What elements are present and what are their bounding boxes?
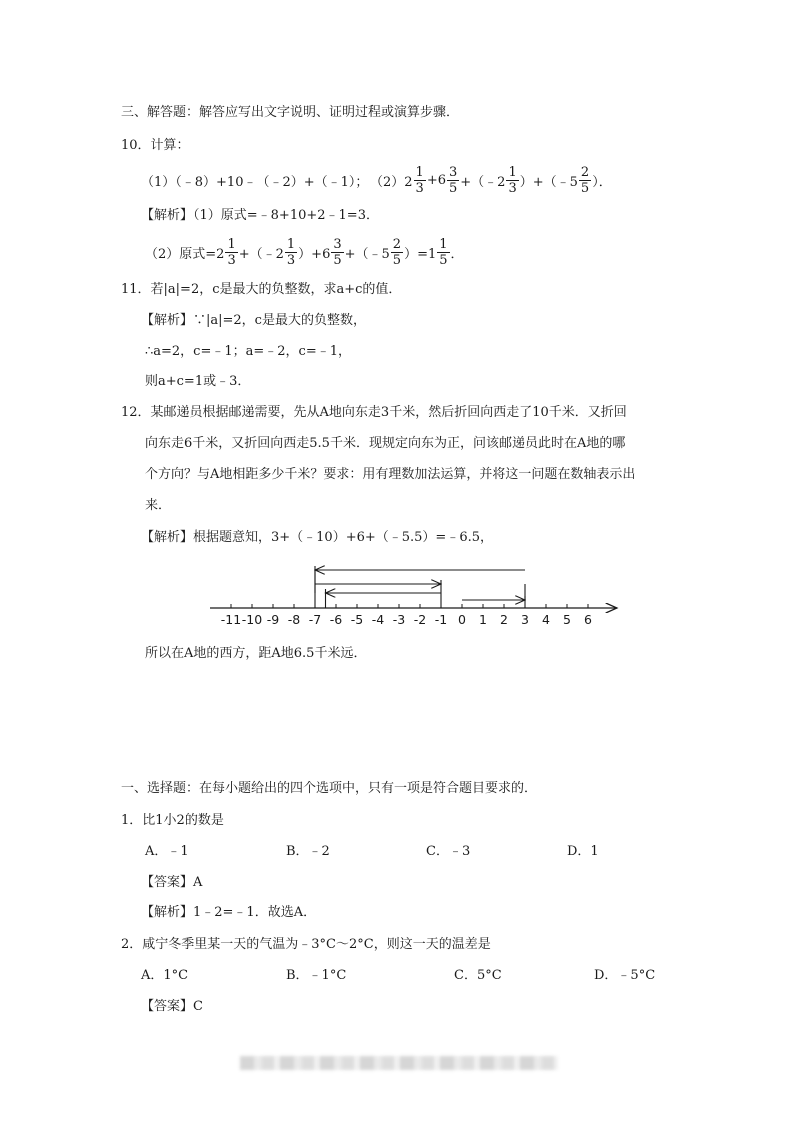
question-12-line-4: 来． <box>145 498 172 513</box>
part1-text: （1）（﹣8）+10﹣（﹣2）+（﹣1）； <box>141 174 369 190</box>
axis-tick-label: -7 <box>308 612 322 627</box>
q2-option-c: C．5°C <box>454 968 502 983</box>
q1-option-c: C．﹣3 <box>426 844 471 859</box>
question-12-line-3: 个方向？与A地相距多少千米？要求：用有理数加法运算，并将这一问题在数轴表示出 <box>145 467 636 482</box>
fraction <box>579 165 591 196</box>
sol2-mid4: ）=1 <box>404 246 437 262</box>
question-12-line-2: 向东走6千米，又折回向西走5.5千米．现规定向东为正，问该邮递员此时在A地的哪 <box>145 436 626 451</box>
question-10-stem: 10．计算： <box>121 138 190 153</box>
axis-tick-label: -6 <box>329 612 343 627</box>
question-10-part2 <box>370 162 612 198</box>
q2-option-b: B．﹣1°C <box>286 968 347 983</box>
q1-option-b: B．﹣2 <box>286 844 330 859</box>
axis-tick-label: 2 <box>500 612 508 627</box>
numerator: 2 <box>392 236 402 252</box>
sol2-mid3: +（﹣5 <box>344 246 390 262</box>
part2-end: ）． <box>592 174 612 190</box>
question-10-solution-2 <box>145 234 464 270</box>
axis-tick-label: -4 <box>371 612 385 627</box>
fraction <box>285 237 297 268</box>
sol2-prefix: （2）原式=2 <box>145 246 225 262</box>
q1-option-d: D．1 <box>567 844 599 859</box>
numerator: 2 <box>580 164 590 180</box>
section-heading-3: 三、解答题：解答应写出文字说明、证明过程或演算步骤． <box>121 105 460 120</box>
question-11-solution-2: ∴a=2，c=﹣1；a=﹣2，c=﹣1， <box>145 344 351 359</box>
axis-tick-label: -10 <box>241 612 263 627</box>
fraction <box>506 165 518 196</box>
question-1-stem: 1．比1小2的数是 <box>121 813 224 828</box>
axis-tick-label: -1 <box>434 612 448 627</box>
section-heading-1: 一、选择题：在每小题给出的四个选项中，只有一项是符合题目要求的． <box>121 781 538 796</box>
denominator: 5 <box>333 252 342 268</box>
denominator: 3 <box>415 180 424 196</box>
numerator: 1 <box>439 236 448 252</box>
numerator: 3 <box>449 164 458 180</box>
number-line-diagram <box>205 560 625 632</box>
blurred-watermark <box>240 1056 558 1070</box>
axis-tick-label: -5 <box>350 612 364 627</box>
fraction <box>331 237 343 268</box>
axis-tick-label: 5 <box>563 612 571 627</box>
fraction <box>225 237 237 268</box>
axis-tick-label: 0 <box>458 612 466 627</box>
axis-tick-label: -11 <box>220 612 242 627</box>
axis-tick-label: -2 <box>413 612 427 627</box>
denominator: 3 <box>286 252 296 268</box>
question-2-stem: 2．咸宁冬季里某一天的气温为﹣3°C～2°C，则这一天的温差是 <box>121 937 491 952</box>
numerator: 3 <box>333 236 342 252</box>
question-11-solution-3: 则a+c=1或﹣3． <box>145 374 251 389</box>
numerator: 1 <box>508 164 517 180</box>
denominator: 5 <box>449 180 458 196</box>
q2-answer: 【答案】C <box>141 999 203 1014</box>
q1-option-a: A．﹣1 <box>145 844 189 859</box>
question-10-solution-1: 【解析】（1）原式=﹣8+10+2﹣1=3． <box>141 208 379 223</box>
axis-tick-label: 4 <box>542 612 550 627</box>
axis-tick-label: 3 <box>521 612 529 627</box>
part2-mid2: +（﹣2 <box>460 174 506 190</box>
question-11-solution-1: 【解析】∵|a|=2，c是最大的负整数， <box>141 313 366 328</box>
sol2-mid2: ）+6 <box>298 246 331 262</box>
axis-tick-label: 1 <box>479 612 487 627</box>
numerator: 1 <box>415 164 424 180</box>
question-12-line-1: 12．某邮递员根据邮递需要，先从A地向东走3千米，然后折回向西走了10千米．又折回 <box>121 405 627 420</box>
q1-analysis: 【解析】1﹣2=﹣1．故选A． <box>141 905 317 920</box>
denominator: 5 <box>392 252 402 268</box>
axis-tick-label: -3 <box>392 612 406 627</box>
sol2-mid1: +（﹣2 <box>238 246 284 262</box>
sol2-end: ． <box>450 246 464 262</box>
numerator: 1 <box>227 236 236 252</box>
fraction <box>414 165 426 196</box>
denominator: 5 <box>580 180 590 196</box>
part2-prefix: （2）2 <box>370 174 413 190</box>
q2-option-d: D．﹣5°C <box>594 968 656 983</box>
part2-mid3: ）+（﹣5 <box>519 174 578 190</box>
fraction <box>391 237 403 268</box>
question-10-part1 <box>141 170 368 190</box>
q1-answer: 【答案】A <box>141 875 203 890</box>
axis-tick-label: -9 <box>266 612 280 627</box>
question-11-stem: 11．若|a|=2，c是最大的负整数，求a+c的值． <box>121 282 402 297</box>
question-12-solution-1: 【解析】根据题意知，3+（﹣10）+6+（﹣5.5）=﹣6.5， <box>141 530 494 545</box>
fraction <box>447 165 459 196</box>
numerator: 1 <box>286 236 296 252</box>
denominator: 5 <box>439 252 448 268</box>
part2-mid1: +6 <box>426 172 446 188</box>
axis-tick-label: 6 <box>584 612 592 627</box>
denominator: 3 <box>227 252 236 268</box>
axis-tick-label: -8 <box>287 612 301 627</box>
denominator: 3 <box>508 180 517 196</box>
q2-option-a: A．1°C <box>141 968 189 983</box>
question-12-conclusion: 所以在A地的西方，距A地6.5千米远． <box>145 646 367 661</box>
fraction <box>437 237 449 268</box>
